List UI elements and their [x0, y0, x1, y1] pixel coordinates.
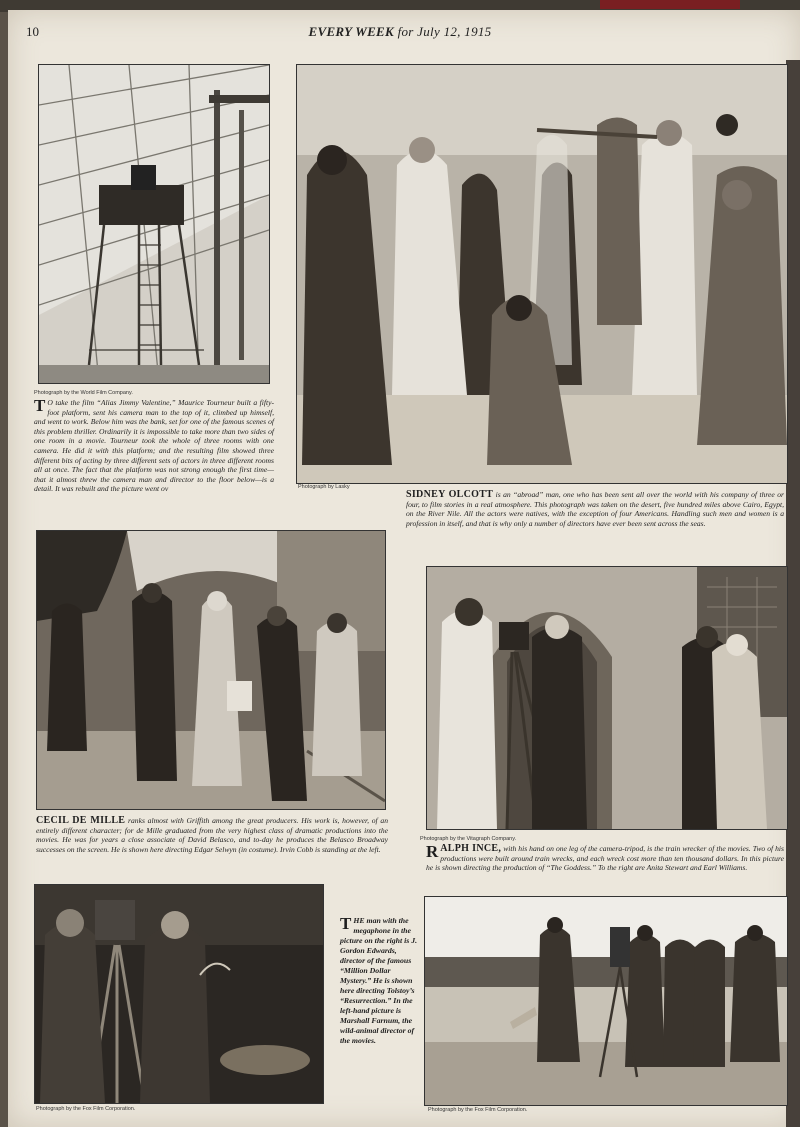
photo-credit-world-film: Photograph by the World Film Company.	[34, 390, 133, 396]
caption-ince-text: with his hand on one leg of the camera-tripod, is the train wrecker of the movies. Two of his productions were built around train wrecks, and each wreck cost more than ten thousand dollars. In this picture he is shown directing the production of “The Goddess.” To the right are Anita Stewart and Earl Williams.	[426, 844, 784, 873]
masthead-date: for July 12, 1915	[397, 24, 492, 39]
caption-de-mille	[36, 816, 388, 854]
caption-olcott	[406, 490, 784, 528]
photo-edwards	[424, 896, 788, 1106]
caption-ince-lead: ALPH INCE,	[440, 843, 502, 854]
page-number: 10	[26, 24, 39, 39]
photo-farnum	[34, 884, 324, 1104]
caption-tourneur-text: O take the film “Alias Jimmy Valentine,” Maurice Tourneur built a fifty-foot platform, sent his camera man to the top of it, climbed up himself, and went to work. Below him was the bank, set for one of the famous scenes of this problem thriller. Ordinarily it is impossible to take more than two sides of one room in a movie. Tourneur took the whole of three rooms with one camera. He did it with this platform; and the resulting film showed three different bits of acting by three different sets of actors in three different rooms all at once. The fact that the platform was not strong enough the first time—that it almost threw the camera man and director to the floor below—is a detail. It was rebuilt and the picture went ov	[34, 398, 274, 494]
caption-tourneur	[34, 398, 274, 494]
caption-edwards	[340, 916, 418, 1046]
caption-olcott-text: is an “abroad” man, one who has been sent all over the world with his company of three or four, to film stories in a real atmosphere. This photograph was taken on the desert, five hundred miles above Cairo, Egypt, on the River Nile. All the actors were natives, with the exception of four Americans. Handling such men and women is a profession in itself, and that is why only a number of directors have ever been sent across the seas.	[406, 490, 784, 528]
adjacent-page-edge	[786, 60, 800, 1127]
photo-egypt-desert	[296, 64, 788, 484]
caption-edwards-dropcap: T	[340, 914, 352, 933]
caption-ince-dropcap: R	[426, 842, 439, 861]
caption-de-mille-text: ranks almost with Griffith among the great producers. His work is, however, of an entirely different character; for de Mille graduated from the very highest class of dramatic productions into the movies. He was for years a close associate of David Belasco, and to-day he produces the Belasco Broadway successes on the screen. He is shown here directing Edgar Selwyn (in costume). Irvin Cobb is standing at the left.	[36, 816, 388, 854]
photo-ralph-ince	[426, 566, 788, 830]
caption-edwards-text: HE man with the megaphone in the picture on the right is J. Gordon Edwards, director of the famous “Million Dollar Mystery.” He is shown here directing Tolstoy’s “Resurrection.” In the left-hand picture is Marshall Farnum, the wild-animal director of the movies.	[340, 916, 418, 1045]
caption-tourneur-dropcap: T	[34, 396, 46, 415]
masthead-title: EVERY WEEK	[308, 24, 394, 39]
photo-de-mille	[36, 530, 386, 810]
photo-platform	[38, 64, 270, 384]
photo-credit-fox-left: Photograph by the Fox Film Corporation.	[36, 1106, 136, 1112]
binding-red-tab	[600, 0, 740, 9]
photo-credit-lasky: Photograph by Lasky	[298, 484, 350, 490]
caption-olcott-lead: SIDNEY OLCOTT	[406, 489, 494, 500]
masthead	[0, 24, 800, 40]
caption-de-mille-lead: CECIL DE MILLE	[36, 815, 126, 826]
photo-credit-fox-right: Photograph by the Fox Film Corporation.	[428, 1107, 528, 1113]
caption-ince	[426, 844, 784, 873]
photo-credit-vitagraph: Photograph by the Vitagraph Company.	[420, 836, 517, 842]
